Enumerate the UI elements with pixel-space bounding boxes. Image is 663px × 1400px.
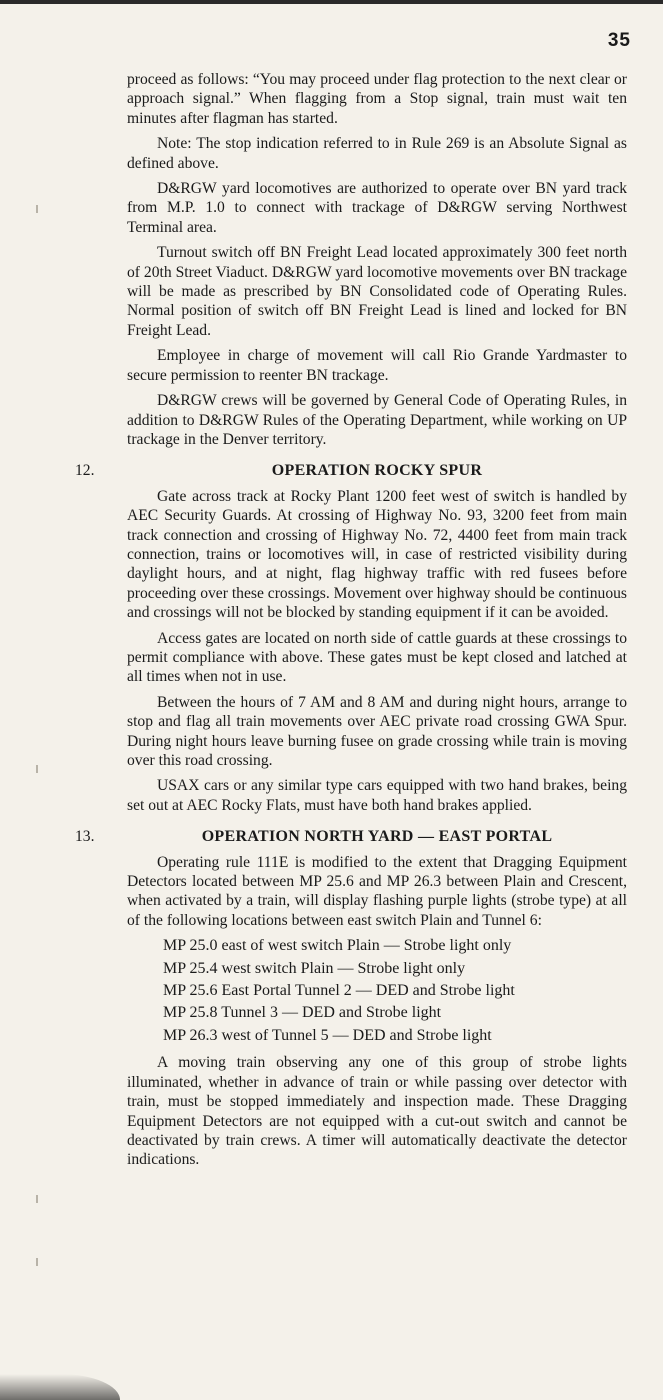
list-item: MP 26.3 west of Tunnel 5 — DED and Strobe light [163, 1026, 492, 1044]
section-number: 12. [75, 462, 95, 480]
section-paragraph: Operating rule 111E is modified to the extent that Dragging Equipment Detectors located between MP 25.6 and MP 26.3 between Plain and Crescent, when activated by a train, will display flashing purple lights (strobe type) at all of the following locations between east switch Plain and Tunnel 6: [127, 853, 627, 929]
intro-paragraph: Note: The stop indication referred to in Rule 269 is an Absolute Signal as defined above. [127, 135, 627, 172]
section-paragraph: Gate across track at Rocky Plant 1200 feet west of switch is handled by AEC Security Guards. At crossing of Highway No. 93, 3200 feet from main track connection and crossing of Highway No. 72, 4400 feet from main track connection, trains or locomotives will, in case of restricted visibility during daylight hours, and at night, flag highway traffic with red fusees before proceeding over these crossings. Movement over highway should be continuous and crossings will not be blocked by standing equipment if it can be avoided. [127, 487, 627, 622]
section-paragraph: A moving train observing any one of this group of strobe lights illuminated, whether in advance of train or while passing over detector with train, must be stopped immediately and inspection made. These Dragging Equipment Detectors are not equipped with a cut-out switch and cannot be deactivated by train crews. A timer will automatically deactivate the detector indications. [127, 1054, 627, 1169]
list-item: MP 25.0 east of west switch Plain — Strobe light only [163, 937, 512, 955]
section-paragraph: Access gates are located on north side of cattle guards at these crossings to permit compliance with above. These gates must be kept closed and latched at all times when not in use. [127, 629, 627, 686]
section-number: 13. [75, 828, 95, 846]
list-item: MP 25.8 Tunnel 3 — DED and Strobe light [163, 1004, 442, 1022]
page-top-edge [0, 0, 663, 4]
section-12 [75, 461, 627, 815]
section-13 [75, 827, 627, 1170]
intro-paragraph: D&RGW yard locomotives are authorized to operate over BN yard track from M.P. 1.0 to connect with trackage of D&RGW serving Northwest Terminal area. [127, 180, 627, 236]
margin-mark [36, 1258, 38, 1266]
section-paragraph: USAX cars or any similar type cars equipped with two hand brakes, being set out at AEC Rocky Flats, must have both hand brakes applied. [127, 777, 627, 814]
page-body [75, 70, 627, 1176]
section-title: OPERATION NORTH YARD — EAST PORTAL [201, 828, 553, 846]
intro-paragraph: proceed as follows: “You may proceed under flag protection to the next clear or approach signal.” When flagging from a Stop signal, train must wait ten minutes after flagman has started. [127, 71, 627, 127]
intro-paragraph: Employee in charge of movement will call Rio Grande Yardmaster to secure permission to reenter BN trackage. [127, 347, 627, 384]
scan-shadow [0, 1374, 120, 1400]
section-title: OPERATION ROCKY SPUR [271, 462, 483, 480]
detector-location-list [163, 936, 627, 1045]
intro-paragraph: Turnout switch off BN Freight Lead located approximately 300 feet north of 20th Street Viaduct. D&RGW yard locomotive movements over BN trackage will be made as prescribed by BN Consolidated code of Operating Rules. Normal position of switch off BN Freight Lead is lined and locked for BN Freight Lead. [127, 244, 627, 339]
margin-mark [36, 765, 38, 773]
list-item: MP 25.4 west switch Plain — Strobe light only [163, 959, 466, 977]
section-paragraph: Between the hours of 7 AM and 8 AM and during night hours, arrange to stop and flag all train movements over AEC private road crossing GWA Spur. During night hours leave burning fusee on grade crossing while train is moving over this road crossing. [127, 693, 627, 769]
page-number: 35 [607, 30, 631, 51]
list-item: MP 25.6 East Portal Tunnel 2 — DED and Strobe light [163, 982, 515, 1000]
margin-mark [36, 205, 38, 213]
intro-paragraph: D&RGW crews will be governed by General Code of Operating Rules, in addition to D&RGW Rules of the Operating Department, while working on UP trackage in the Denver territory. [127, 392, 627, 448]
margin-mark [36, 1195, 38, 1203]
